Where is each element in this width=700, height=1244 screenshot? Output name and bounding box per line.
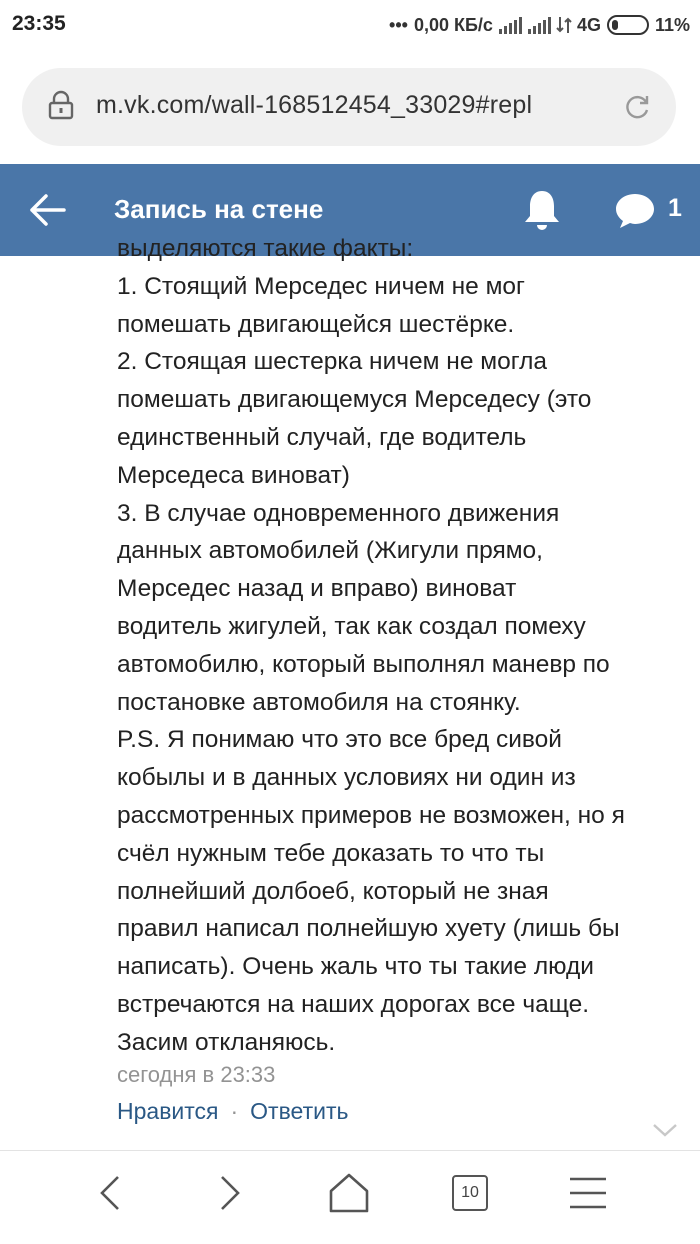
comment-line: постановке автомобиля на стоянку. (117, 688, 521, 716)
comment-timestamp: сегодня в 23:33 (117, 1062, 276, 1087)
page-title: Запись на стене (114, 194, 324, 224)
comment-line: Мерседеса виноват) (117, 461, 350, 489)
battery-icon (607, 15, 649, 35)
comments-count: 1 (668, 194, 682, 222)
comment-line: данных автомобилей (Жигули прямо, (117, 537, 543, 565)
comment-text (117, 230, 689, 1062)
home-icon (327, 1171, 371, 1215)
back-arrow-icon[interactable] (28, 192, 66, 228)
browser-tabs-button[interactable] (446, 1169, 494, 1217)
signal-icon (499, 16, 522, 34)
comment-line: 1. Стоящий Мерседес ничем не мог (117, 272, 525, 300)
bell-icon[interactable] (522, 188, 562, 232)
like-link[interactable]: Нравится (117, 1098, 219, 1124)
comment-line: помешать двигающейся шестёрке. (117, 310, 515, 338)
status-bar (0, 0, 700, 50)
chevron-left-icon (96, 1173, 124, 1213)
network-type: 4G (576, 14, 601, 35)
comment-line: 3. В случае одновременного движения (117, 499, 560, 527)
address-bar[interactable] (22, 68, 676, 146)
comment-line: 2. Стоящая шестерка ничем не могла (117, 348, 548, 376)
comment-line: Мерседес назад и вправо) виноват (117, 575, 517, 603)
reload-icon[interactable] (622, 92, 652, 122)
chevron-right-icon (216, 1173, 244, 1213)
action-separator: · (230, 1098, 239, 1124)
comment-line: встречаются на наших дорогах все чаще. (117, 990, 590, 1018)
comments-icon[interactable] (614, 192, 656, 230)
menu-icon (566, 1175, 610, 1211)
lock-icon (48, 90, 74, 120)
comment-line: P.S. Я понимаю что это все бред сивой (117, 726, 562, 754)
data-transfer-icon (557, 15, 571, 35)
status-time: 23:35 (12, 12, 66, 35)
comment-line: написать). Очень жаль что ты такие люди (117, 953, 594, 981)
browser-back-button[interactable] (86, 1169, 134, 1217)
chevron-down-icon[interactable] (652, 1122, 678, 1138)
comment-line: правил написал полнейшую хуету (лишь бы (117, 915, 620, 943)
comment-content (0, 235, 700, 1148)
comment-line: кобылы и в данных условиях ни один из (117, 764, 576, 792)
network-speed: 0,00 КБ/с (413, 14, 493, 35)
comment-line: Засим откланяюсь. (117, 1028, 336, 1056)
comment-line: единственный случай, где водитель (117, 423, 527, 451)
browser-home-button[interactable] (325, 1169, 373, 1217)
reply-link[interactable]: Ответить (250, 1098, 349, 1124)
tabs-count: 10 (452, 1175, 488, 1211)
url-text[interactable]: m.vk.com/wall-168512454_33029#repl (96, 91, 533, 119)
comment-line: помешать двигающемуся Мерседесу (это (117, 386, 592, 414)
battery-percent: 11% (654, 14, 690, 35)
comment-line: полнейший долбоеб, который не зная (117, 877, 549, 905)
signal-icon-2 (528, 16, 551, 34)
comment-line: водитель жигулей, так как создал помеху (117, 612, 586, 640)
browser-forward-button[interactable] (206, 1169, 254, 1217)
browser-bottom-nav (0, 1150, 700, 1244)
browser-menu-button[interactable] (564, 1169, 612, 1217)
status-indicators (389, 12, 690, 38)
comment-actions (117, 1098, 348, 1125)
comment-line: автомобилю, который выполнял маневр по (117, 650, 610, 678)
comment-line: выделяются такие факты: (117, 235, 414, 262)
comment-line: счёл нужным тебе доказать то что ты (117, 839, 545, 867)
comment-line: рассмотренных примеров не возможен, но я (117, 801, 625, 829)
status-dots: ••• (389, 14, 408, 35)
